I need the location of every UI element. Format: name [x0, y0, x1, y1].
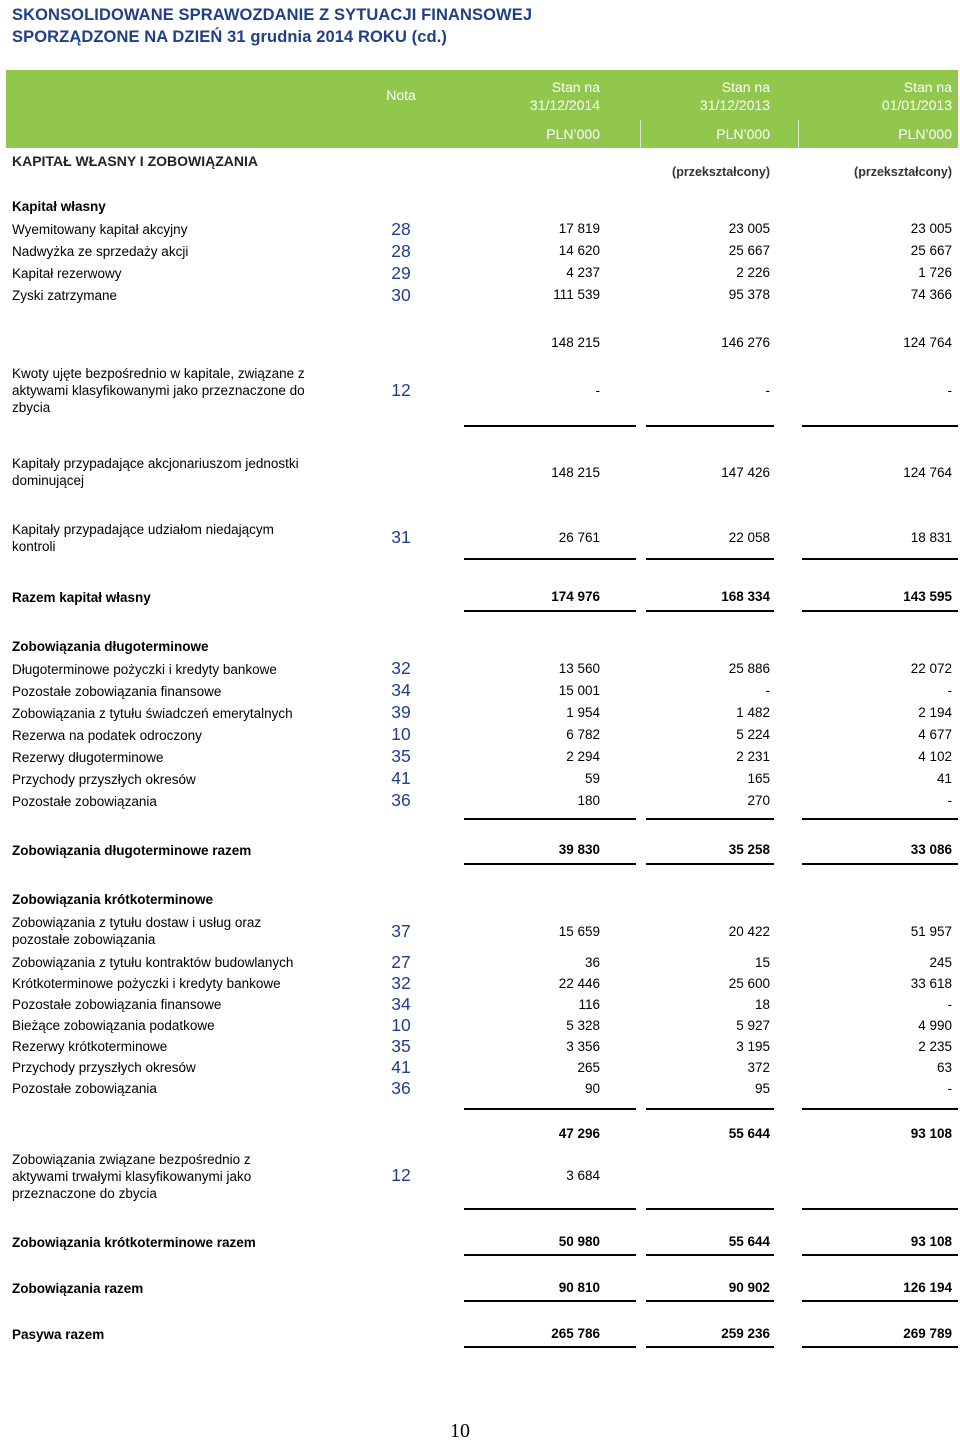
header-col-2013-jan [800, 78, 952, 114]
value-2013-jan: - [947, 997, 952, 1012]
value-2013-jan: 245 [929, 955, 952, 970]
value-2014: 50 980 [558, 1234, 600, 1249]
section-heading: Kapitał własny [12, 199, 106, 214]
value-2013: 95 [754, 1081, 770, 1096]
row-label: Pozostałe zobowiązania finansowe [12, 997, 222, 1012]
row-nota: 36 [391, 790, 411, 810]
value-2013-jan: - [947, 793, 952, 808]
row-nota: 35 [391, 1036, 411, 1056]
value-2014: 148 215 [551, 335, 600, 350]
value-2013-jan: - [947, 1081, 952, 1096]
underline [802, 818, 958, 820]
value-2013: 2 226 [736, 265, 770, 280]
section-heading: Zobowiązania krótkoterminowe [12, 892, 214, 907]
value-2013-jan: 74 366 [910, 287, 952, 302]
value-2013: 25 667 [728, 243, 770, 258]
value-2014: 265 786 [551, 1326, 600, 1341]
value-2013-jan: 269 789 [903, 1326, 952, 1341]
header-unit-2014: PLN’000 [546, 126, 600, 142]
value-2013-jan: 41 [936, 771, 952, 786]
value-2013-jan: 4 677 [918, 727, 952, 742]
header-divider [798, 120, 799, 148]
value-2013: 270 [747, 793, 770, 808]
value-2013: 90 902 [728, 1280, 770, 1295]
row-label: Pozostałe zobowiązania finansowe [12, 684, 222, 699]
underline [646, 1208, 774, 1210]
row-label: Pasywa razem [12, 1327, 105, 1342]
value-2013: 15 [754, 955, 770, 970]
value-2014: - [595, 383, 600, 398]
report-title-line1: SKONSOLIDOWANE SPRAWOZDANIE Z SYTUACJI FINANSOWEJ [12, 6, 533, 24]
header-col-2013-jan-l1: Stan na [903, 79, 952, 95]
row-label-line: Zobowiązania z tytułu dostaw i usług oraz [12, 915, 262, 930]
row-label: Zobowiązania długoterminowe razem [12, 843, 252, 858]
row-label-line: aktywami klasyfikowanymi jako przeznaczone do [12, 383, 305, 398]
row-label [12, 521, 347, 555]
row-label: Pozostałe zobowiązania [12, 1081, 157, 1096]
underline [646, 863, 774, 865]
underline [646, 1108, 774, 1110]
row-label-line: pozostałe zobowiązania [12, 932, 156, 947]
row-label: Rezerwy krótkoterminowe [12, 1039, 168, 1054]
value-2014: 39 830 [558, 842, 600, 857]
underline [802, 863, 958, 865]
row-nota: 36 [391, 1078, 411, 1098]
row-label: Wyemitowany kapitał akcyjny [12, 222, 188, 237]
page-number: 10 [450, 1420, 470, 1442]
value-2014: 36 [584, 955, 600, 970]
underline [802, 558, 958, 560]
underline [646, 818, 774, 820]
row-label: Zobowiązania razem [12, 1281, 144, 1296]
underline [802, 1254, 958, 1256]
value-2013: 18 [754, 997, 770, 1012]
row-nota: 28 [391, 241, 411, 261]
row-label: Pozostałe zobowiązania [12, 794, 157, 809]
value-2013: 35 258 [728, 842, 770, 857]
value-2013: 146 276 [721, 335, 770, 350]
value-2014: 1 954 [566, 705, 600, 720]
underline [802, 1108, 958, 1110]
value-2014: 15 659 [558, 924, 600, 939]
value-2013-jan: 4 102 [918, 749, 952, 764]
row-nota: 31 [391, 527, 411, 547]
restated-note-2013: (przekształcony) [672, 165, 770, 179]
value-2013-jan: 33 086 [910, 842, 952, 857]
underline [646, 425, 774, 427]
value-2013-jan: 63 [936, 1060, 952, 1075]
value-2014: 47 296 [558, 1126, 600, 1141]
underline [464, 610, 636, 612]
row-label [12, 1151, 347, 1202]
report-title-line2: SPORZĄDZONE NA DZIEŃ 31 grudnia 2014 ROKU (cd.) [12, 28, 447, 46]
value-2014: 15 001 [558, 683, 600, 698]
row-label: Razem kapitał własny [12, 590, 151, 605]
header-col-2014-l1: Stan na [551, 79, 600, 95]
underline [646, 1254, 774, 1256]
value-2014: 90 810 [558, 1280, 600, 1295]
value-2013: - [765, 383, 770, 398]
value-2013: 55 644 [728, 1126, 770, 1141]
value-2014: 3 356 [566, 1039, 600, 1054]
section-label: KAPITAŁ WŁASNY I ZOBOWIĄZANIA [12, 153, 259, 169]
value-2014: 59 [584, 771, 600, 786]
row-nota: 10 [391, 724, 411, 744]
underline [646, 610, 774, 612]
row-nota: 10 [391, 1015, 411, 1035]
value-2014: 174 976 [551, 589, 600, 604]
row-nota: 34 [391, 994, 411, 1014]
value-2013: 147 426 [721, 465, 770, 480]
value-2014: 17 819 [558, 221, 600, 236]
value-2013-jan: 23 005 [910, 221, 952, 236]
row-nota: 12 [391, 380, 411, 400]
value-2013-jan: 124 764 [903, 465, 952, 480]
value-2014: 3 684 [566, 1168, 600, 1183]
value-2014: 2 294 [566, 749, 600, 764]
header-col-2013-l1: Stan na [721, 79, 770, 95]
underline [646, 1300, 774, 1302]
row-nota: 35 [391, 746, 411, 766]
value-2013-jan: 124 764 [903, 335, 952, 350]
value-2014: 265 [577, 1060, 600, 1075]
value-2013-jan: 93 108 [910, 1234, 952, 1249]
value-2013-jan: 2 235 [918, 1039, 952, 1054]
value-2014: 116 [578, 997, 600, 1012]
underline [802, 1208, 958, 1210]
value-2013: 55 644 [728, 1234, 770, 1249]
row-nota: 30 [391, 285, 411, 305]
value-2013: 372 [747, 1060, 770, 1075]
value-2013-jan: 25 667 [910, 243, 952, 258]
value-2013-jan: 93 108 [910, 1126, 952, 1141]
header-unit-2013-jan: PLN’000 [898, 126, 952, 142]
value-2013: 5 224 [736, 727, 770, 742]
row-label: Przychody przyszłych okresów [12, 1060, 196, 1075]
underline [464, 1108, 636, 1110]
row-label: Rezerwy długoterminowe [12, 750, 164, 765]
value-2013: 20 422 [728, 924, 770, 939]
row-nota: 41 [391, 1057, 411, 1077]
row-nota: 37 [391, 921, 411, 941]
value-2014: 5 328 [566, 1018, 600, 1033]
row-label: Nadwyżka ze sprzedaży akcji [12, 244, 189, 259]
value-2013: 1 482 [736, 705, 770, 720]
value-2013-jan: 143 595 [903, 589, 952, 604]
row-label-line: aktywami trwałymi klasyfikowanymi jako [12, 1169, 252, 1184]
row-label: Długoterminowe pożyczki i kredyty bankowe [12, 662, 277, 677]
value-2013: 259 236 [721, 1326, 770, 1341]
underline [802, 1300, 958, 1302]
row-label: Krótkoterminowe pożyczki i kredyty bankowe [12, 976, 281, 991]
header-col-2013-jan-date: 01/01/2013 [881, 97, 952, 113]
row-label-line: Kapitały przypadające akcjonariuszom jednostki [12, 456, 299, 471]
row-label-line: Zobowiązania związane bezpośrednio z [12, 1152, 251, 1167]
underline [646, 1346, 774, 1348]
underline [464, 1346, 636, 1348]
underline [802, 425, 958, 427]
value-2013: 95 378 [728, 287, 770, 302]
underline [464, 1254, 636, 1256]
underline [646, 558, 774, 560]
row-nota: 39 [391, 702, 411, 722]
value-2014: 4 237 [566, 265, 600, 280]
value-2013-jan: 18 831 [910, 530, 952, 545]
value-2013: 25 886 [728, 661, 770, 676]
row-label-line: Kwoty ujęte bezpośrednio w kapitale, związane z [12, 366, 305, 381]
header-col-2013-date: 31/12/2013 [699, 97, 770, 113]
row-label: Zobowiązania krótkoterminowe razem [12, 1235, 256, 1250]
restated-note-2013-jan: (przekształcony) [854, 165, 952, 179]
value-2013: 165 [747, 771, 770, 786]
underline [464, 863, 636, 865]
value-2014: 6 782 [566, 727, 600, 742]
underline [464, 425, 636, 427]
value-2013: 23 005 [728, 221, 770, 236]
row-label: Zobowiązania z tytułu kontraktów budowlanych [12, 955, 294, 970]
value-2013: 3 195 [736, 1039, 770, 1054]
value-2013-jan: 22 072 [910, 661, 952, 676]
value-2013: 2 231 [736, 749, 770, 764]
row-label-line: Kapitały przypadające udziałom niedającym [12, 522, 274, 537]
row-label: Zyski zatrzymane [12, 288, 118, 303]
section-heading: Zobowiązania długoterminowe [12, 639, 209, 654]
row-label: Zobowiązania z tytułu świadczeń emerytalnych [12, 706, 293, 721]
row-nota: 12 [391, 1165, 411, 1185]
value-2013-jan: 1 726 [918, 265, 952, 280]
value-2014: 14 620 [558, 243, 600, 258]
value-2013: 168 334 [721, 589, 770, 604]
value-2013-jan: 126 194 [903, 1280, 952, 1295]
row-nota: 41 [391, 768, 411, 788]
underline [802, 1346, 958, 1348]
value-2013-jan: 51 957 [910, 924, 952, 939]
row-label-line: przeznaczone do zbycia [12, 1186, 157, 1201]
value-2014: 111 539 [553, 287, 600, 302]
value-2014: 22 446 [558, 976, 600, 991]
underline [464, 1300, 636, 1302]
value-2014: 148 215 [551, 465, 600, 480]
row-label-line: zbycia [12, 400, 51, 415]
row-nota: 29 [391, 263, 411, 283]
header-col-2014-date: 31/12/2014 [529, 97, 600, 113]
value-2014: 26 761 [558, 530, 600, 545]
row-nota: 27 [391, 952, 411, 972]
row-label [12, 914, 347, 948]
row-nota: 32 [391, 658, 411, 678]
underline [464, 558, 636, 560]
row-label: Przychody przyszłych okresów [12, 772, 196, 787]
row-nota: 34 [391, 680, 411, 700]
value-2013-jan: - [947, 683, 952, 698]
value-2014: 180 [577, 793, 600, 808]
header-col-2013 [630, 78, 770, 114]
underline [802, 610, 958, 612]
value-2014: 90 [584, 1081, 600, 1096]
row-label [12, 455, 347, 489]
value-2013-jan: - [947, 383, 952, 398]
value-2013-jan: 4 990 [918, 1018, 952, 1033]
row-nota: 32 [391, 973, 411, 993]
value-2013: 25 600 [728, 976, 770, 991]
value-2014: 13 560 [558, 661, 600, 676]
row-label [12, 365, 347, 416]
header-nota: Nota [386, 87, 416, 103]
row-label: Rezerwa na podatek odroczony [12, 728, 202, 743]
underline [464, 1208, 636, 1210]
value-2013: 22 058 [728, 530, 770, 545]
value-2013-jan: 33 618 [910, 976, 952, 991]
row-label-line: dominującej [12, 473, 85, 488]
row-label: Bieżące zobowiązania podatkowe [12, 1018, 215, 1033]
header-col-2014 [460, 78, 600, 114]
value-2013: 5 927 [736, 1018, 770, 1033]
row-label-line: kontroli [12, 539, 56, 554]
value-2013: - [765, 683, 770, 698]
header-unit-2013: PLN’000 [716, 126, 770, 142]
value-2013-jan: 2 194 [918, 705, 952, 720]
underline [464, 818, 636, 820]
row-nota: 28 [391, 219, 411, 239]
row-label: Kapitał rezerwowy [12, 266, 122, 281]
